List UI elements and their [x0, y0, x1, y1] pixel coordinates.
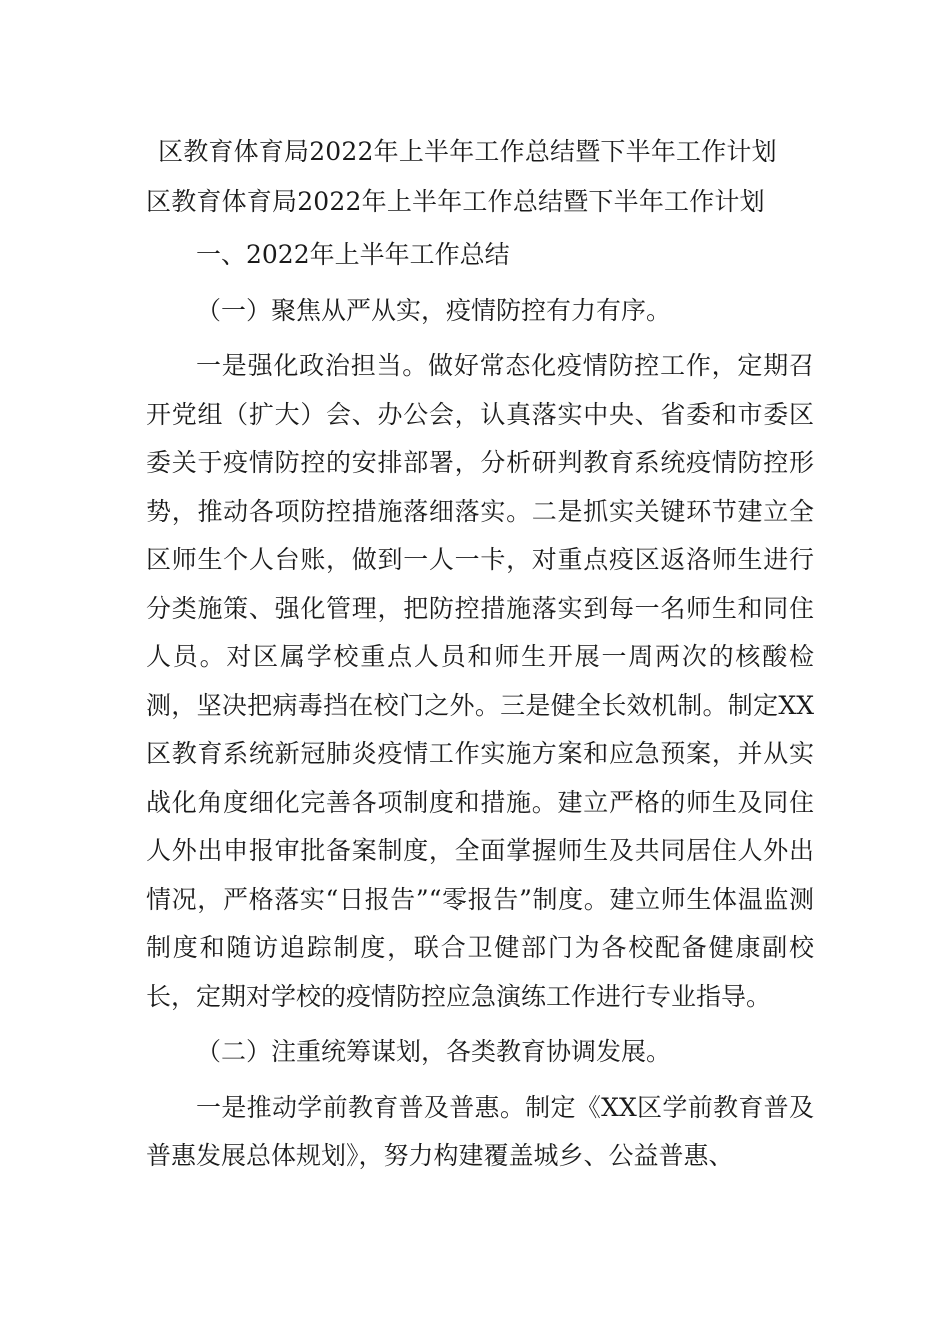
document-title: 区教育体育局2022年上半年工作总结暨下半年工作计划 — [158, 137, 777, 166]
paragraph: 一是推动学前教育普及普惠。制定《XX区学前教育普及普惠发展总体规划》，努力构建覆盖城乡、公益普惠、 — [146, 1092, 814, 1170]
paragraph: 一是强化政治担当。做好常态化疫情防控工作，定期召开党组（扩大）会、办公会，认真落实中央、省委和市委区委关于疫情防控的安排部署，分析研判教育系统疫情防控形势，推动各项防控措施落细落实。二是抓实关键环节建立全区师生个人台账，做到一人一卡，对重点疫区返洛师生进行分类施策、强化管理，把防控措施落实到每一名师生和同住人员。对区属学校重点人员和师生开展一周两次的核酸检测，坚决把病毒挡在校门之外。三是健全长效机制。制定XX区教育系统新冠肺炎疫情工作实施方案和应急预案，并从实战化角度细化完善各项制度和措施。建立严格的师生及同住人外出申报审批备案制度，全面掌握师生及共同居住人外出情况，严格落实“日报告”“零报告”制度。建立师生体温监测制度和随访追踪制度，联合卫健部门为各校配备健康副校长，定期对学校的疫情防控应急演练工作进行专业指导。 — [146, 351, 814, 1011]
subsection-heading: （一）聚焦从严从实，疫情防控有力有序。 — [196, 295, 672, 325]
section-heading: 一、2022年上半年工作总结 — [196, 240, 510, 269]
subsection-heading: （二）注重统筹谋划，各类教育协调发展。 — [196, 1037, 672, 1066]
document-body — [146, 231, 814, 1188]
document-title-repeat: 区教育体育局2022年上半年工作总结暨下半年工作计划 — [146, 187, 765, 216]
